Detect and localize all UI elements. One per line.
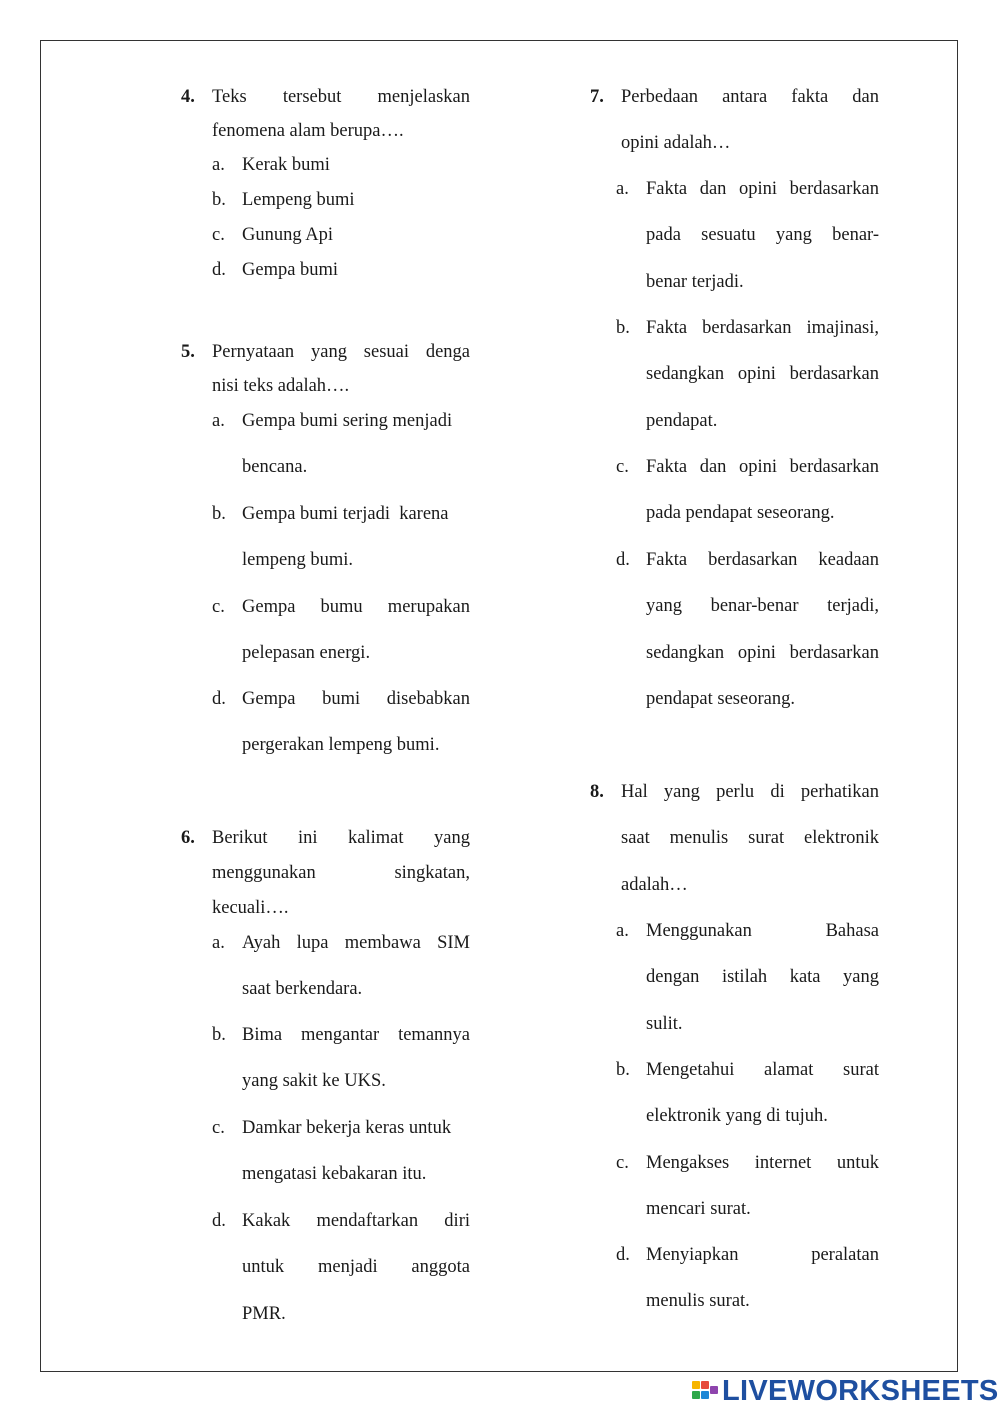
question-number: 8. <box>590 782 604 802</box>
option-6a[interactable]: a. Ayah lupa membawa SIM saat berkendara. <box>212 933 470 1000</box>
liveworksheets-logo-text: LIVEWORKSHEETS <box>722 1374 999 1407</box>
option-5b[interactable]: b. Gempa bumi terjadi karena lempeng bumi. <box>212 504 449 571</box>
question-number: 7. <box>590 87 604 107</box>
question-text: Pernyataan yang sesuai denga nisi teks adalah…. <box>212 342 470 396</box>
question-5 <box>181 335 470 403</box>
option-5a[interactable]: a. Gempa bumi sering menjadi bencana. <box>212 411 453 478</box>
option-8b[interactable]: b. Mengetahui alamat surat elektronik yang di tujuh. <box>616 1060 879 1127</box>
question-number: 5. <box>181 342 195 362</box>
option-7c[interactable]: c. Fakta dan opini berdasarkan pada pendapat seseorang. <box>616 457 879 524</box>
question-text: Perbedaan antara fakta dan opini adalah… <box>621 87 879 154</box>
option-6d[interactable]: d. Kakak mendaftarkan diri untuk menjadi anggota PMR. <box>212 1211 470 1324</box>
option-6c[interactable]: c. Damkar bekerja keras untuk mengatasi kebakaran itu. <box>212 1118 452 1185</box>
option-7b[interactable]: b. Fakta berdasarkan imajinasi, sedangkan opini berdasarkan pendapat. <box>616 318 879 431</box>
question-6 <box>181 821 470 926</box>
option-4c[interactable]: c. Gunung Api <box>212 225 333 245</box>
option-5d[interactable]: d. Gempa bumi disebabkan pergerakan lempeng bumi. <box>212 689 470 756</box>
option-7a[interactable]: a. Fakta dan opini berdasarkan pada sesuatu yang benar- benar terjadi. <box>616 179 879 292</box>
question-7 <box>590 74 879 167</box>
question-8 <box>590 769 879 908</box>
option-8c[interactable]: c. Mengakses internet untuk mencari surat. <box>616 1153 879 1220</box>
question-4 <box>181 80 470 148</box>
option-8a[interactable]: a. Menggunakan Bahasa dengan istilah kata yang sulit. <box>616 921 879 1034</box>
liveworksheets-logo <box>690 1376 999 1406</box>
option-6b[interactable]: b. Bima mengantar temannya yang sakit ke UKS. <box>212 1025 470 1092</box>
option-4a[interactable]: a. Kerak bumi <box>212 155 330 175</box>
question-text: Teks tersebut menjelaskan fenomena alam berupa…. <box>212 87 470 141</box>
question-text: Hal yang perlu di perhatikan saat menulis surat elektronik adalah… <box>621 782 879 895</box>
question-number: 6. <box>181 828 195 848</box>
option-4d[interactable]: d. Gempa bumi <box>212 260 339 280</box>
liveworksheets-logo-icon <box>690 1379 720 1403</box>
option-8d[interactable]: d. Menyiapkan peralatan menulis surat. <box>616 1245 879 1312</box>
option-7d[interactable]: d. Fakta berdasarkan keadaan yang benar-benar terjadi, sedangkan opini berdasarkan pendapat seseorang. <box>616 550 879 709</box>
question-text: Berikut ini kalimat yang menggunakan singkatan, kecuali…. <box>212 828 470 918</box>
option-5c[interactable]: c. Gempa bumu merupakan pelepasan energi. <box>212 597 470 664</box>
option-4b[interactable]: b. Lempeng bumi <box>212 190 355 210</box>
question-number: 4. <box>181 87 195 107</box>
